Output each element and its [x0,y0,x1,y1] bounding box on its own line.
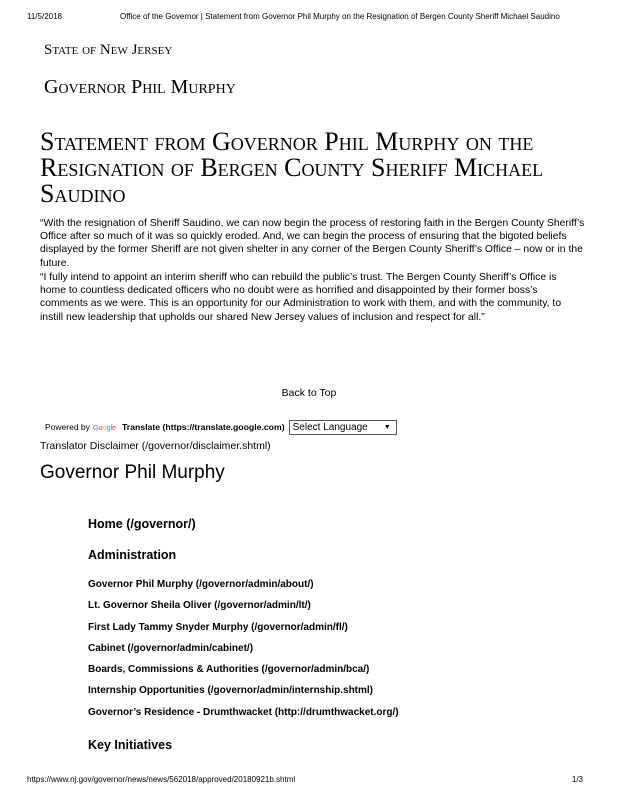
translator-disclaimer-link[interactable]: Translator Disclaimer (/governor/disclaimer.shtml) [40,440,271,452]
language-select-value: Select Language [292,421,368,433]
print-page-url: https://www.nj.gov/governor/news/news/562018/approved/20180921b.shtml [27,775,296,784]
nav-item-governor[interactable]: Governor Phil Murphy (/governor/admin/about/) [88,579,314,590]
back-to-top-link[interactable]: Back to Top [281,387,337,399]
nav-item-boards[interactable]: Boards, Commissions & Authorities (/governor/admin/bca/) [88,664,370,676]
language-select[interactable] [289,420,397,435]
governor-site-title-link[interactable]: Governor Phil Murphy [44,76,236,98]
google-translate-widget [45,418,397,436]
translate-link[interactable]: Translate (https://translate.google.com) [121,422,285,432]
print-page-number: 1/3 [571,775,583,784]
print-page-title: Office of the Governor | Statement from Governor Phil Murphy on the Resignation of Bergen County Sheriff Michael Saudino [120,12,560,21]
administration-nav-list [88,578,399,727]
state-of-new-jersey-link[interactable]: State of New Jersey [44,42,173,58]
article-paragraph: “With the resignation of Sheriff Saudino, we can now begin the process of restoring faith in the Bergen County Sheriff’s Office after so much of it was so quickly eroded. And, we can begin the process of ensuring that the bigoted beliefs displayed by the former Sheriff are not given shelter in any corner of the Bergen County Sheriff’s Office – now or in the future. [40,218,585,269]
print-date: 11/5/2018 [27,12,62,21]
nav-home-link[interactable]: Home (/governor/) [88,517,196,531]
footer-nav-title: Governor Phil Murphy [40,462,225,483]
article-headline: Statement from Governor Phil Murphy on the Resignation of Bergen County Sheriff Michael Saudino [40,127,544,208]
google-logo: Google [92,422,116,432]
print-header [27,12,591,24]
nav-item-internship[interactable]: Internship Opportunities (/governor/admin/internship.shtml) [88,685,374,697]
nav-item-first-lady[interactable]: First Lady Tammy Snyder Murphy (/governor/admin/fl/) [88,621,348,633]
nav-item-residence[interactable]: Governor’s Residence - Drumthwacket (http://drumthwacket.org/) [88,706,399,718]
powered-by-label: Powered by [45,422,90,432]
nav-heading-administration: Administration [88,548,177,562]
chevron-down-icon: ▼ [383,423,391,431]
article-paragraph: “I fully intend to appoint an interim sheriff who can rebuild the public’s trust. The Bergen County Sheriff’s Office is home to countless dedicated officers who no doubt were as horrified and disappointed by their former boss’s comments as we were. This is an opportunity for our Administration to work with them, and with the community, to instill new leadership that upholds our shared New Jersey values of inclusion and respect for all.” [40,272,562,323]
nav-heading-key-initiatives: Key Initiatives [88,738,173,752]
nav-item-lt-governor[interactable]: Lt. Governor Sheila Oliver (/governor/admin/lt/) [88,600,311,612]
nav-item-cabinet[interactable]: Cabinet (/governor/admin/cabinet/) [88,642,254,654]
